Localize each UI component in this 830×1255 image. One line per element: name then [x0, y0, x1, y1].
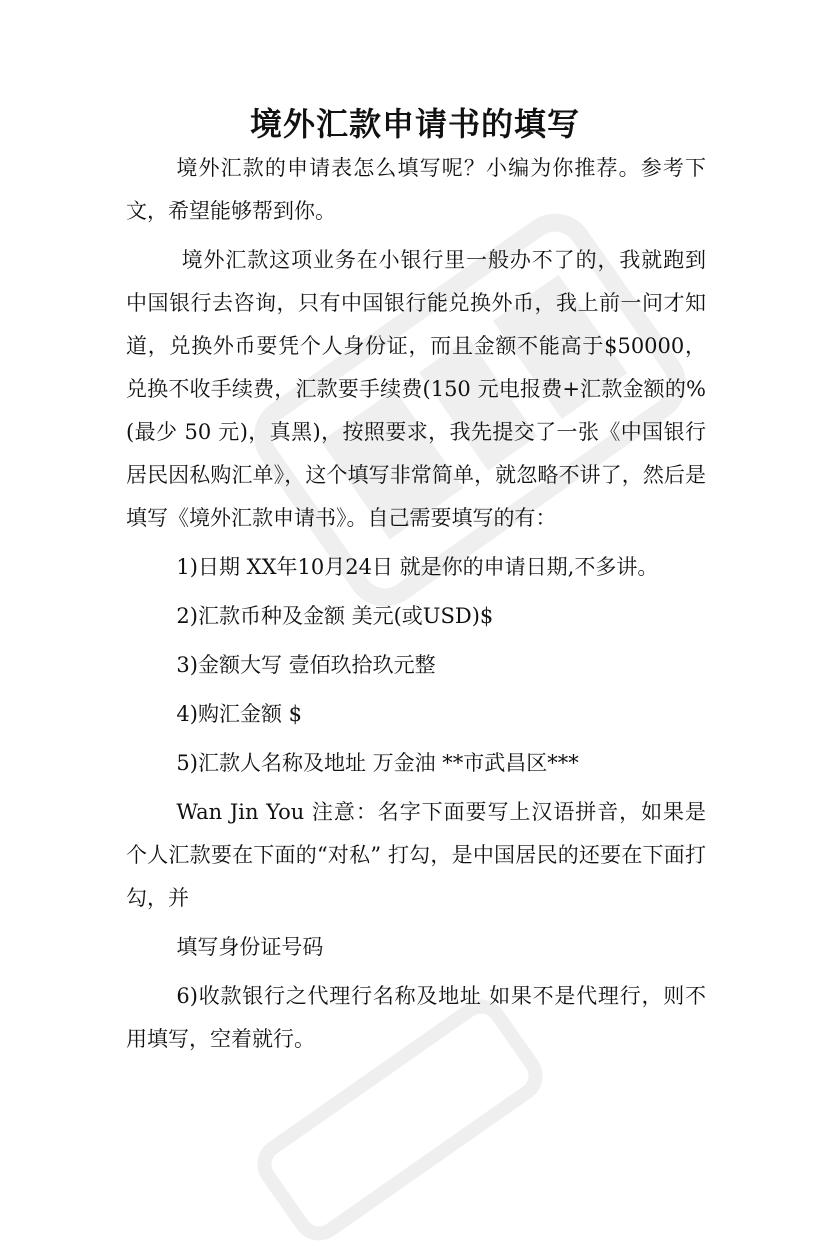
list-item-amount-words: 3)金额大写 壹佰玖拾玖元整 [176, 653, 436, 677]
list-item-purchase-amount: 4)购汇金额 $ [176, 702, 302, 726]
page-title: 境外汇款申请书的填写 [249, 105, 580, 143]
list-item-agent-bank: 6)收款银行之代理行名称及地址 如果不是代理行，则不用填写，空着就行。 [126, 984, 706, 1051]
list-item-currency: 2)汇款币种及金额 美元(或USD)$ [176, 604, 494, 628]
document-body [126, 147, 706, 1061]
story-paragraph: 境外汇款这项业务在小银行里一般办不了的，我就跑到中国银行去咨询，只有中国银行能兑换外币，我上前一问才知道，兑换外币要凭个人身份证，而且金额不能高于$50000，兑换不收手续费，汇款要手续费(150 元电报费+汇款金额的%(最少 50 元)，真黑)，按照要求，我先提交了一张《中国银行居民因私购汇单》，这个填写非常简单，就忽略不讲了，然后是填写《境外汇款申请书》。自己需要填写的有： [126, 248, 706, 530]
list-item-date: 1)日期 XX年10月24日 就是你的申请日期,不多讲。 [176, 555, 659, 579]
id-number-line: 填写身份证号码 [176, 935, 324, 959]
intro-paragraph: 境外汇款的申请表怎么填写呢？小编为你推荐。参考下文，希望能够帮到你。 [126, 156, 706, 223]
list-item-remitter: 5)汇款人名称及地址 万金油 **市武昌区*** [176, 751, 579, 775]
note-paragraph: Wan Jin You 注意：名字下面要写上汉语拼音，如果是个人汇款要在下面的“对私” 打勾，是中国居民的还要在下面打勾，并 [126, 800, 706, 910]
